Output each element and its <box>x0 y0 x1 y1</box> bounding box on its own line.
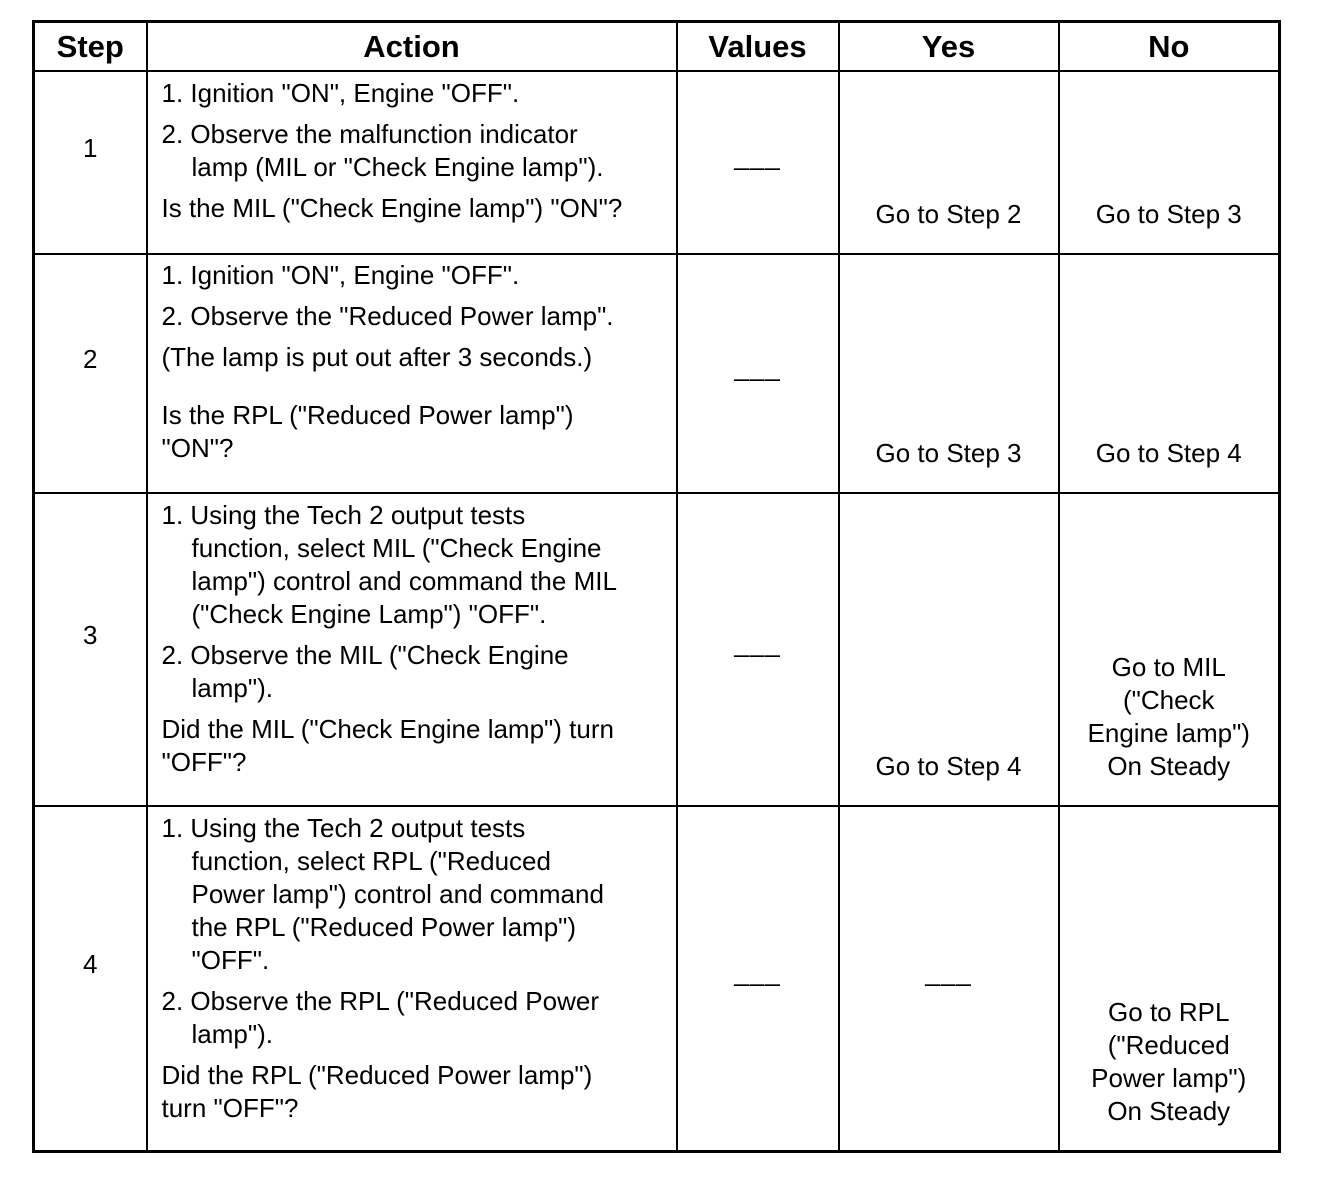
header-yes: Yes <box>839 22 1059 72</box>
action-cell <box>147 493 677 806</box>
step-number: 4 <box>83 949 98 979</box>
action-item: 2. Observe the MIL ("Check Engine <box>161 640 569 670</box>
action-item-cont: "OFF". <box>191 945 270 975</box>
action-question-cont: "ON"? <box>161 433 234 463</box>
yes-result: Go to Step 3 <box>875 438 1022 468</box>
values-cell <box>677 493 839 806</box>
action-cell <box>147 71 677 254</box>
action-question: Did the MIL ("Check Engine lamp") turn <box>161 714 614 744</box>
step-number: 1 <box>83 133 98 163</box>
no-result-line: On Steady <box>1107 1096 1231 1126</box>
action-note: (The lamp is put out after 3 seconds.) <box>161 342 593 372</box>
no-result-line: Power lamp") <box>1091 1063 1247 1093</box>
no-result: Go to Step 3 <box>1095 199 1242 229</box>
table-row <box>34 806 1280 1152</box>
table-row <box>34 493 1280 806</box>
values-cell <box>677 806 839 1152</box>
header-step: Step <box>34 22 147 72</box>
no-cell <box>1059 71 1280 254</box>
step-cell <box>34 806 147 1152</box>
no-result-line: ("Reduced <box>1107 1030 1230 1060</box>
action-cell <box>147 806 677 1152</box>
action-question: Is the MIL ("Check Engine lamp") "ON"? <box>161 193 623 223</box>
yes-cell <box>839 254 1059 493</box>
action-item: 2. Observe the malfunction indicator <box>161 119 578 149</box>
header-no: No <box>1059 22 1280 72</box>
action-item: 2. Observe the RPL ("Reduced Power <box>161 986 599 1016</box>
action-item: 1. Using the Tech 2 output tests <box>161 500 526 530</box>
no-result-line: Engine lamp") <box>1087 718 1250 748</box>
values-cell <box>677 71 839 254</box>
values-blank: ___ <box>734 957 781 987</box>
action-item-cont: ("Check Engine Lamp") "OFF". <box>191 599 547 629</box>
action-cell <box>147 254 677 493</box>
yes-cell <box>839 71 1059 254</box>
step-cell <box>34 71 147 254</box>
action-item: 1. Using the Tech 2 output tests <box>161 813 526 843</box>
values-cell <box>677 254 839 493</box>
action-item: 1. Ignition "ON", Engine "OFF". <box>161 260 520 290</box>
action-item-cont: lamp") control and command the MIL <box>191 566 617 596</box>
action-question-cont: "OFF"? <box>161 747 247 777</box>
no-cell <box>1059 254 1280 493</box>
no-result-line: Go to RPL <box>1108 997 1230 1027</box>
action-question: Did the RPL ("Reduced Power lamp") <box>161 1060 593 1090</box>
yes-cell <box>839 493 1059 806</box>
action-item-cont: Power lamp") control and command <box>191 879 604 909</box>
action-item-cont: function, select RPL ("Reduced <box>191 846 551 876</box>
action-item-cont: function, select MIL ("Check Engine <box>191 533 602 563</box>
step-number: 3 <box>83 620 98 650</box>
no-cell <box>1059 806 1280 1152</box>
header-values: Values <box>677 22 839 72</box>
step-cell <box>34 493 147 806</box>
values-blank: ___ <box>734 628 781 658</box>
yes-blank: ___ <box>925 957 972 987</box>
header-action: Action <box>147 22 677 72</box>
no-result-line: ("Check <box>1122 685 1215 715</box>
action-item-cont: lamp"). <box>191 1019 273 1049</box>
diagnostic-table <box>32 20 1281 1153</box>
no-result-line: Go to MIL <box>1111 652 1226 682</box>
no-result-line: On Steady <box>1107 751 1231 781</box>
action-item-cont: the RPL ("Reduced Power lamp") <box>191 912 577 942</box>
action-item: 1. Ignition "ON", Engine "OFF". <box>161 78 520 108</box>
values-blank: ___ <box>734 141 781 171</box>
action-question-cont: turn "OFF"? <box>161 1093 299 1123</box>
yes-cell <box>839 806 1059 1152</box>
step-cell <box>34 254 147 493</box>
action-question: Is the RPL ("Reduced Power lamp") <box>161 400 574 430</box>
no-result: Go to Step 4 <box>1095 438 1242 468</box>
table-row <box>34 71 1280 254</box>
header-row <box>34 22 1280 72</box>
step-number: 2 <box>83 344 98 374</box>
yes-result: Go to Step 4 <box>875 751 1022 781</box>
table-row <box>34 254 1280 493</box>
no-cell <box>1059 493 1280 806</box>
action-item: 2. Observe the "Reduced Power lamp". <box>161 301 614 331</box>
yes-result: Go to Step 2 <box>875 199 1022 229</box>
action-item-cont: lamp (MIL or "Check Engine lamp"). <box>191 152 604 182</box>
action-item-cont: lamp"). <box>191 673 273 703</box>
values-blank: ___ <box>734 352 781 382</box>
